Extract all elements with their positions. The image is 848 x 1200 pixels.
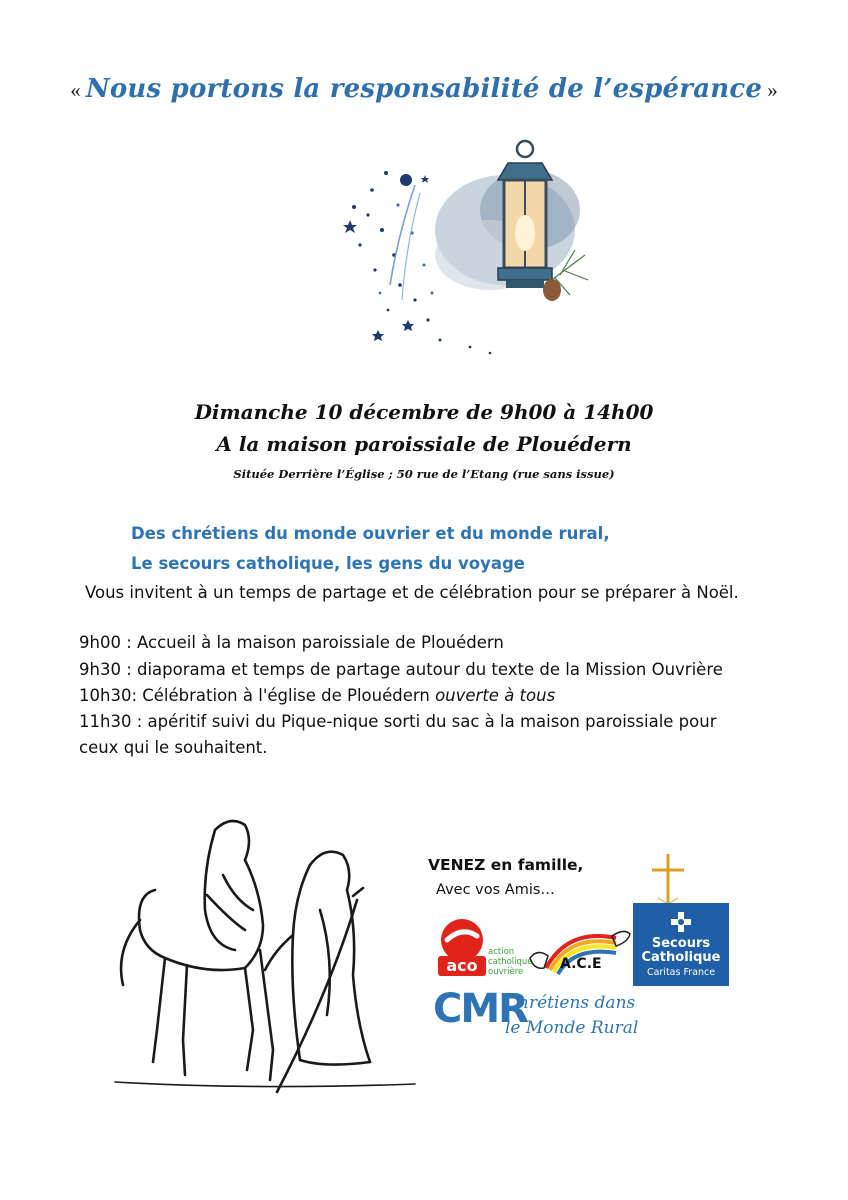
intro-line-1: Des chrétiens du monde ouvrier et du monde rural, [131, 524, 610, 543]
secours-line-1: Secours [651, 936, 711, 951]
schedule-item [79, 686, 555, 705]
schedule-item-italic: ouverte à tous [435, 686, 556, 705]
aco-logo [437, 918, 487, 976]
flyer-title [0, 74, 848, 104]
lantern-icon [498, 141, 552, 288]
ace-name: A.C.E [560, 956, 602, 972]
cmr-line-1: Chrétiens dans [505, 993, 636, 1013]
invite-line-2: Avec vos Amis… [436, 882, 555, 898]
schedule-item-text: 10h30: Célébration à l'église de Plouédern [79, 686, 436, 705]
invite-line-1: VENEZ en famille, [428, 856, 584, 874]
schedule-item: 9h30 : diaporama et temps de partage autour du texte de la Mission Ouvrière [79, 660, 723, 679]
intro-line-3: Vous invitent à un temps de partage et de célébration pour se préparer à Noël. [85, 583, 739, 602]
aco-sub-1: action [488, 947, 515, 957]
lantern-illustration [320, 135, 600, 365]
star-icon [343, 175, 429, 341]
title-text: Nous portons la responsabilité de l’espérance [85, 74, 763, 104]
title-close-quote: » [767, 78, 778, 102]
event-address: Située Derrière l’Église ; 50 rue de l’Etang (rue sans issue) [233, 467, 615, 481]
title-open-quote: « [70, 78, 81, 102]
event-date: Dimanche 10 décembre de 9h00 à 14h00 [194, 400, 654, 424]
secours-line-3: Caritas France [646, 967, 716, 978]
intro-line-2: Le secours catholique, les gens du voyage [131, 554, 525, 573]
schedule-item: ceux qui le souhaitent. [79, 738, 268, 757]
cmr-name: CMR [433, 986, 527, 1032]
secours-catholique-logo [633, 903, 729, 986]
schedule-item: 9h00 : Accueil à la maison paroissiale de Plouédern [79, 633, 504, 652]
secours-line-2: Catholique [641, 950, 721, 965]
aco-sub-3: ouvrière [488, 967, 524, 977]
schedule-item: 11h30 : apéritif suivi du Pique-nique sorti du sac à la maison paroissiale pour [79, 712, 717, 731]
aco-name: aco [446, 956, 478, 975]
secours-cross-icon [670, 911, 692, 933]
cross-icon [646, 852, 690, 908]
holy-family-illustration [95, 800, 425, 1100]
aco-sub-2: catholique [488, 957, 533, 967]
cmr-line-2: le Monde Rural [505, 1018, 639, 1038]
event-place: A la maison paroissiale de Plouédern [216, 432, 632, 456]
